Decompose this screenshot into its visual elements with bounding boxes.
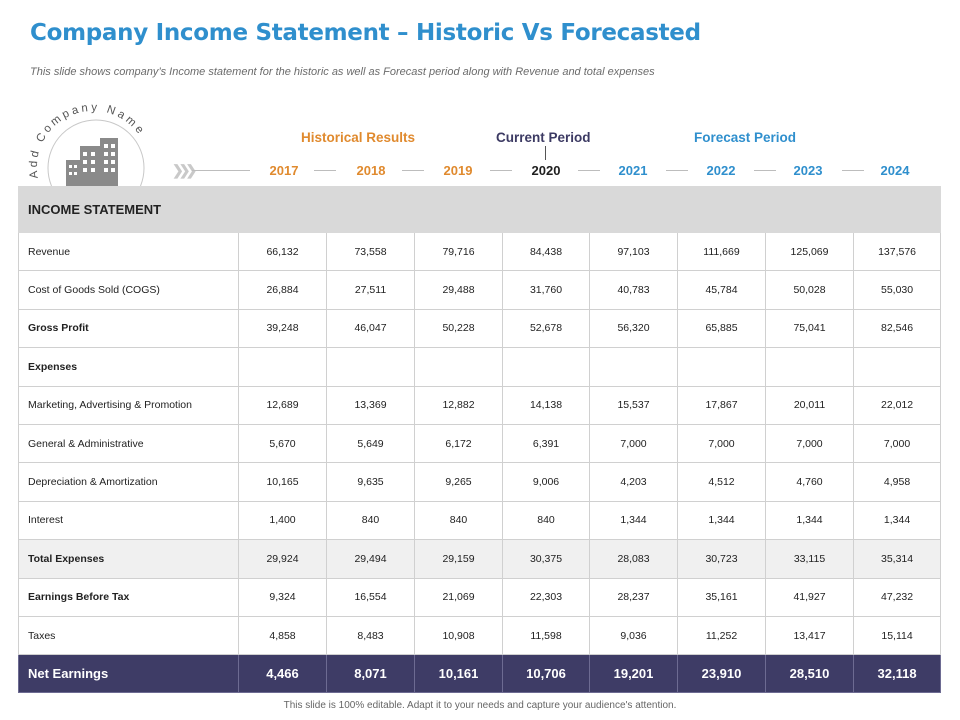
year-label: 2021	[618, 163, 648, 178]
row-label: Depreciation & Amortization	[19, 463, 239, 501]
page-subtitle: This slide shows company’s Income statement for the historic as well as Forecast period along with Revenue and total expenses	[30, 66, 655, 78]
table-cell: 7,000	[766, 424, 854, 462]
table-header-row	[19, 187, 941, 233]
table-cell: 56,320	[590, 309, 678, 347]
table-cell: 46,047	[327, 309, 415, 347]
table-cell: 9,635	[327, 463, 415, 501]
income-statement-table	[18, 186, 941, 693]
table-cell: 73,558	[327, 233, 415, 271]
table-cell: 4,512	[678, 463, 766, 501]
table-cell: 35,314	[854, 540, 941, 578]
table-cell: 15,537	[590, 386, 678, 424]
table-cell: 22,012	[854, 386, 941, 424]
table-cell: 1,400	[239, 501, 327, 539]
table-cell: 1,344	[590, 501, 678, 539]
timeline-divider	[666, 170, 688, 171]
table-cell: 40,783	[590, 271, 678, 309]
row-label: Gross Profit	[19, 309, 239, 347]
table-row	[19, 271, 941, 309]
table-cell: 12,882	[415, 386, 503, 424]
table-cell: 17,867	[678, 386, 766, 424]
row-label: Interest	[19, 501, 239, 539]
table-cell: 8,071	[327, 655, 415, 693]
table-cell: 9,324	[239, 578, 327, 616]
table-cell: 15,114	[854, 616, 941, 654]
table-cell: 13,417	[766, 616, 854, 654]
table-cell: 39,248	[239, 309, 327, 347]
table-row	[19, 578, 941, 616]
row-label: Total Expenses	[19, 540, 239, 578]
row-label: Expenses	[19, 348, 239, 386]
table-cell: 12,689	[239, 386, 327, 424]
table-cell: 9,006	[503, 463, 590, 501]
table-cell: 13,369	[327, 386, 415, 424]
row-label: Marketing, Advertising & Promotion	[19, 386, 239, 424]
footer-note: This slide is 100% editable. Adapt it to your needs and capture your audience's attention.	[283, 700, 677, 711]
year-label: 2022	[706, 163, 736, 178]
table-cell: 10,908	[415, 616, 503, 654]
table-cell: 1,344	[766, 501, 854, 539]
company-logo	[18, 96, 168, 196]
year-label: 2023	[793, 163, 823, 178]
table-cell: 4,858	[239, 616, 327, 654]
year-label: 2020	[531, 163, 561, 178]
row-label: General & Administrative	[19, 424, 239, 462]
table-cell: 840	[415, 501, 503, 539]
table-cell: 45,784	[678, 271, 766, 309]
table-cell: 33,115	[766, 540, 854, 578]
table-cell: 50,028	[766, 271, 854, 309]
table-cell: 75,041	[766, 309, 854, 347]
timeline-divider	[314, 170, 336, 171]
table-cell: 19,201	[590, 655, 678, 693]
table-cell: 6,172	[415, 424, 503, 462]
table-cell: 26,884	[239, 271, 327, 309]
table-cell: 6,391	[503, 424, 590, 462]
table-cell: 7,000	[590, 424, 678, 462]
table-row	[19, 233, 941, 271]
table-cell: 84,438	[503, 233, 590, 271]
table-cell: 41,927	[766, 578, 854, 616]
table-row	[19, 463, 941, 501]
table-cell: 29,924	[239, 540, 327, 578]
table-cell	[239, 348, 327, 386]
table-cell: 28,083	[590, 540, 678, 578]
table-cell: 7,000	[678, 424, 766, 462]
timeline-divider	[754, 170, 776, 171]
year-label: 2019	[443, 163, 473, 178]
table-cell: 66,132	[239, 233, 327, 271]
timeline-divider	[192, 170, 250, 171]
historical-results-label: Historical Results	[301, 130, 416, 145]
table-row	[19, 655, 941, 693]
table-cell: 79,716	[415, 233, 503, 271]
row-label: Earnings Before Tax	[19, 578, 239, 616]
table-cell: 21,069	[415, 578, 503, 616]
row-label: Revenue	[19, 233, 239, 271]
table-cell: 30,723	[678, 540, 766, 578]
table-cell: 20,011	[766, 386, 854, 424]
table-cell: 4,466	[239, 655, 327, 693]
table-cell: 1,344	[854, 501, 941, 539]
table-cell: 47,232	[854, 578, 941, 616]
table-row	[19, 616, 941, 654]
timeline-divider	[490, 170, 512, 171]
table-cell: 4,203	[590, 463, 678, 501]
table-cell: 30,375	[503, 540, 590, 578]
table-cell: 11,252	[678, 616, 766, 654]
year-label: 2017	[269, 163, 299, 178]
company-name-text: Add Company Name	[27, 101, 148, 180]
row-label: Net Earnings	[19, 655, 239, 693]
table-cell: 16,554	[327, 578, 415, 616]
table-cell: 125,069	[766, 233, 854, 271]
table-cell: 23,910	[678, 655, 766, 693]
table-row	[19, 348, 941, 386]
table-cell	[854, 348, 941, 386]
year-label: 2018	[356, 163, 386, 178]
table-cell: 10,706	[503, 655, 590, 693]
table-cell: 10,161	[415, 655, 503, 693]
timeline-divider	[578, 170, 600, 171]
table-cell: 1,344	[678, 501, 766, 539]
table-cell: 9,265	[415, 463, 503, 501]
table-row	[19, 501, 941, 539]
table-cell: 5,670	[239, 424, 327, 462]
table-cell: 840	[327, 501, 415, 539]
table-cell: 28,510	[766, 655, 854, 693]
table-cell	[503, 348, 590, 386]
table-cell: 52,678	[503, 309, 590, 347]
table-cell: 4,958	[854, 463, 941, 501]
table-cell: 11,598	[503, 616, 590, 654]
page-title: Company Income Statement – Historic Vs Forecasted	[30, 20, 701, 46]
table-cell: 840	[503, 501, 590, 539]
forecast-period-label: Forecast Period	[694, 130, 797, 145]
table-cell: 10,165	[239, 463, 327, 501]
table-row	[19, 386, 941, 424]
chevrons-icon: ❯❯❯	[172, 162, 193, 178]
table-row	[19, 424, 941, 462]
table-cell: 14,138	[503, 386, 590, 424]
table-cell: 7,000	[854, 424, 941, 462]
table-cell: 29,494	[327, 540, 415, 578]
table-cell: 4,760	[766, 463, 854, 501]
table-cell	[590, 348, 678, 386]
table-cell: 8,483	[327, 616, 415, 654]
table-cell: 97,103	[590, 233, 678, 271]
current-period-marker	[545, 146, 546, 160]
table-cell: 55,030	[854, 271, 941, 309]
row-label: Taxes	[19, 616, 239, 654]
table-cell: 111,669	[678, 233, 766, 271]
table-cell: 65,885	[678, 309, 766, 347]
year-label: 2024	[880, 163, 910, 178]
table-header: INCOME STATEMENT	[19, 187, 941, 233]
current-period-label: Current Period	[496, 130, 591, 145]
timeline-divider	[402, 170, 424, 171]
table-row	[19, 309, 941, 347]
table-cell	[415, 348, 503, 386]
table-cell: 28,237	[590, 578, 678, 616]
table-cell: 22,303	[503, 578, 590, 616]
table-cell: 29,159	[415, 540, 503, 578]
table-row	[19, 540, 941, 578]
table-cell	[678, 348, 766, 386]
table-cell: 82,546	[854, 309, 941, 347]
table-cell: 137,576	[854, 233, 941, 271]
buildings-icon	[66, 138, 118, 186]
timeline-divider	[842, 170, 864, 171]
table-cell	[327, 348, 415, 386]
row-label: Cost of Goods Sold (COGS)	[19, 271, 239, 309]
table-cell: 35,161	[678, 578, 766, 616]
table-cell: 32,118	[854, 655, 941, 693]
table-cell: 9,036	[590, 616, 678, 654]
table-cell: 27,511	[327, 271, 415, 309]
table-cell: 5,649	[327, 424, 415, 462]
table-cell: 31,760	[503, 271, 590, 309]
table-cell: 29,488	[415, 271, 503, 309]
table-cell: 50,228	[415, 309, 503, 347]
table-cell	[766, 348, 854, 386]
